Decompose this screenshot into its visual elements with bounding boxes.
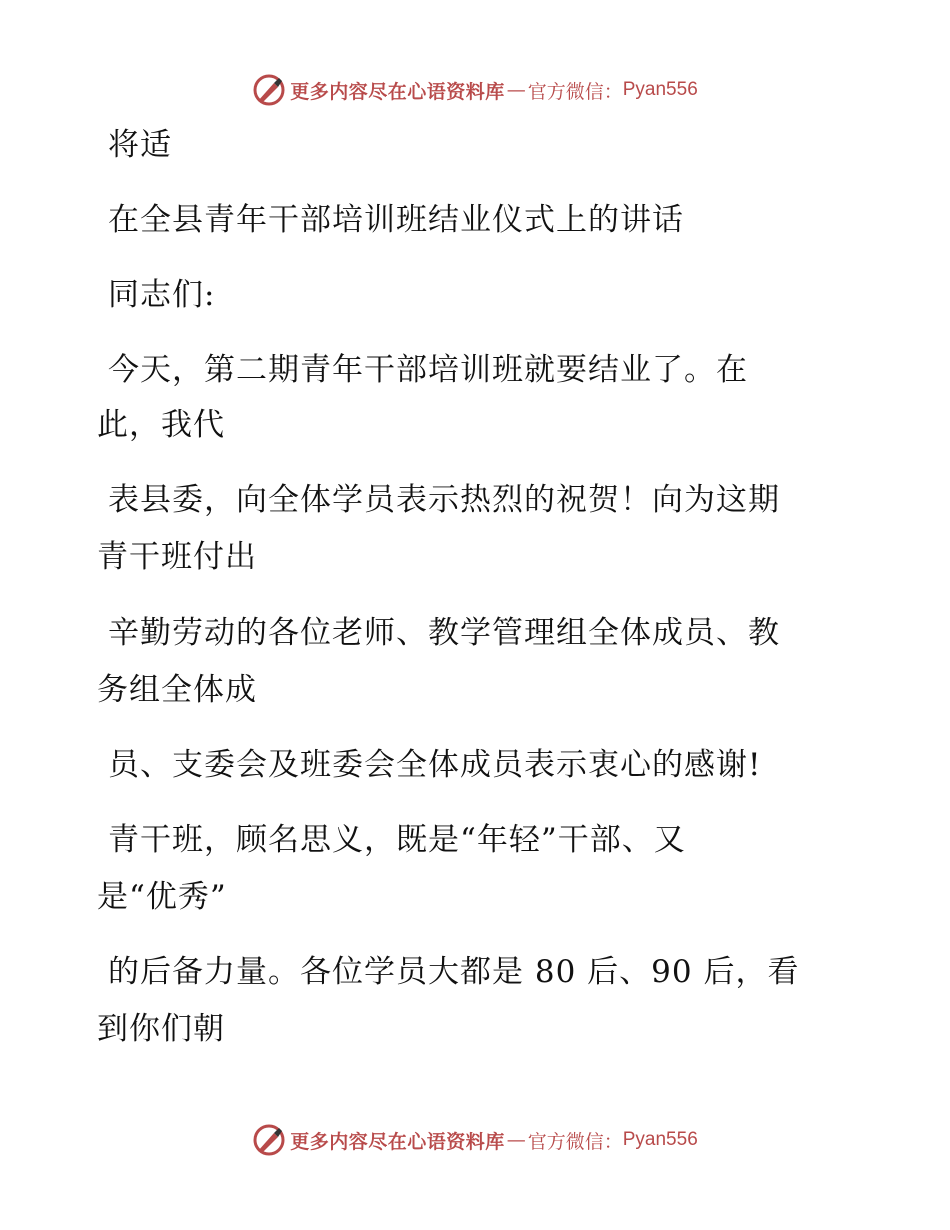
banner-wechat-id: Pyan556: [622, 1129, 698, 1150]
paragraph-line: 青干班，顾名思义，既是“年轻”干部、又: [108, 822, 686, 858]
author-name: 将适: [108, 127, 172, 163]
banner-separator: —: [506, 1129, 526, 1151]
paragraph-line: 表县委，向全体学员表示热烈的祝贺！向为这期: [108, 482, 780, 518]
pen-logo-icon: [252, 73, 286, 107]
salutation: 同志们:: [108, 277, 216, 313]
paragraph-line: 的后备力量。各位学员大都是 80 后、90 后，看: [108, 954, 800, 990]
paragraph-line: 到你们朝: [97, 1011, 225, 1047]
paragraph-line: 此，我代: [97, 407, 225, 443]
banner-separator: —: [506, 79, 526, 101]
banner-wechat-label: 官方微信：: [527, 1130, 623, 1153]
banner-brand-text: 更多内容尽在心语资料库: [290, 80, 505, 103]
paragraph-line: 员、支委会及班委会全体成员表示衷心的感谢!: [108, 747, 762, 783]
banner-wechat-label: 官方微信：: [527, 80, 623, 103]
paragraph-line: 今天，第二期青年干部培训班就要结业了。在: [108, 352, 748, 388]
header-banner: [0, 70, 950, 110]
paragraph-line: 辛勤劳动的各位老师、教学管理组全体成员、教: [108, 615, 780, 651]
footer-banner: [0, 1120, 950, 1160]
banner-wechat-id: Pyan556: [622, 79, 698, 100]
paragraph-line: 务组全体成: [97, 672, 257, 708]
banner-brand-text: 更多内容尽在心语资料库: [290, 1130, 505, 1153]
paragraph-line: 是“优秀”: [97, 879, 227, 915]
paragraph-line: 青干班付出: [97, 539, 257, 575]
speech-title: 在全县青年干部培训班结业仪式上的讲话: [108, 202, 684, 238]
pen-logo-icon: [252, 1123, 286, 1157]
